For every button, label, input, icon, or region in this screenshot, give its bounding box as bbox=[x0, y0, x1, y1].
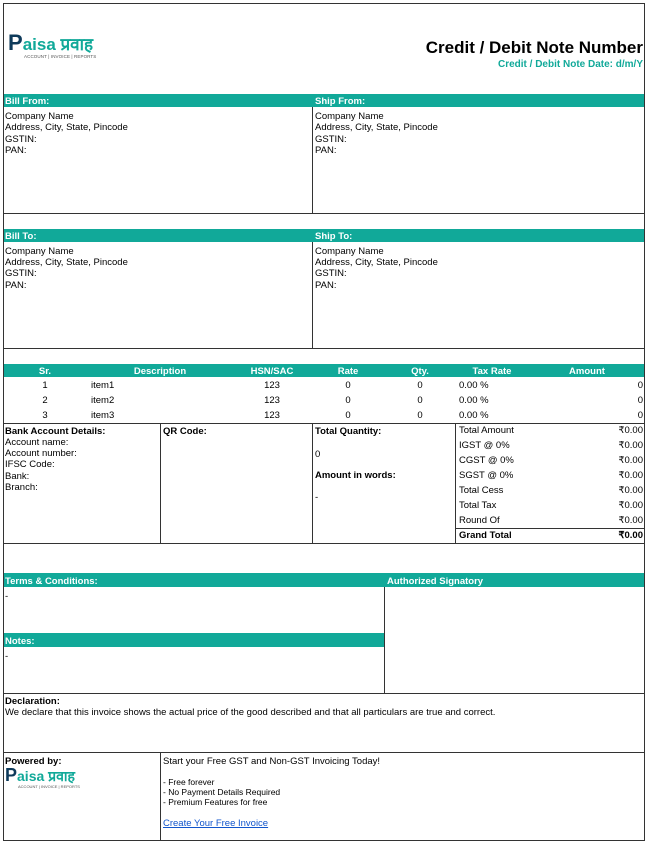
cell-sr: 3 bbox=[42, 410, 48, 421]
logo-text: aisa प्रवाह bbox=[22, 35, 94, 54]
divider bbox=[3, 693, 645, 694]
col-header-tax-rate: Tax Rate bbox=[472, 366, 512, 377]
cell-description: item3 bbox=[91, 410, 115, 421]
divider bbox=[3, 752, 645, 753]
cell-hsn: 123 bbox=[264, 410, 280, 421]
total-value: ₹0.00 bbox=[618, 500, 643, 511]
bill-from-heading: Bill From: bbox=[5, 96, 50, 107]
bank-heading: Bank Account Details: bbox=[5, 426, 106, 437]
total-label: CGST @ 0% bbox=[459, 455, 514, 466]
ship-from-line: PAN: bbox=[315, 145, 337, 156]
total-value: ₹0.00 bbox=[618, 485, 643, 496]
ship-to-heading: Ship To: bbox=[315, 231, 353, 242]
terms-header-bar bbox=[4, 573, 644, 587]
ship-to-line: PAN: bbox=[315, 280, 337, 291]
bank-line: IFSC Code: bbox=[5, 459, 55, 470]
col-header-qty: Qty. bbox=[411, 366, 429, 377]
total-label: Total Tax bbox=[459, 500, 497, 511]
logo-tagline: ACCOUNT | INVOICE | REPORTS bbox=[24, 54, 97, 59]
cta-text: Start your Free GST and Non-GST Invoicing Today! bbox=[163, 756, 381, 767]
ship-to-line: Company Name bbox=[315, 246, 384, 257]
page-title: Credit / Debit Note Number bbox=[425, 38, 643, 57]
logo-letter: P bbox=[5, 765, 18, 785]
logo-top bbox=[8, 30, 96, 59]
grand-total-label: Grand Total bbox=[459, 530, 512, 541]
declaration-heading: Declaration: bbox=[5, 696, 60, 707]
total-value: ₹0.00 bbox=[618, 515, 643, 526]
total-value: ₹0.00 bbox=[618, 440, 643, 451]
feature-item: - Premium Features for free bbox=[163, 797, 268, 807]
bill-to-line: Company Name bbox=[5, 246, 74, 257]
bank-line: Branch: bbox=[5, 482, 38, 493]
create-invoice-link[interactable]: Create Your Free Invoice bbox=[163, 818, 269, 829]
cell-tax-rate: 0.00 % bbox=[459, 395, 489, 406]
declaration-text: We declare that this invoice shows the actual price of the good described and that all particulars are true and correct. bbox=[5, 707, 496, 718]
cell-amount: 0 bbox=[637, 410, 643, 421]
divider bbox=[455, 423, 456, 543]
amount-words-value: - bbox=[315, 492, 319, 503]
bill-to-line: Address, City, State, Pincode bbox=[5, 257, 128, 268]
cell-amount: 0 bbox=[637, 380, 643, 391]
grand-total-value: ₹0.00 bbox=[618, 530, 643, 541]
bank-line: Account name: bbox=[5, 437, 69, 448]
divider bbox=[312, 107, 313, 213]
bill-from-line: Company Name bbox=[5, 111, 74, 122]
total-value: ₹0.00 bbox=[618, 425, 643, 436]
ship-from-line: Address, City, State, Pincode bbox=[315, 122, 438, 133]
total-label: Total Cess bbox=[459, 485, 504, 496]
col-header-rate: Rate bbox=[337, 366, 359, 377]
divider bbox=[312, 242, 313, 348]
cell-qty: 0 bbox=[417, 410, 423, 421]
col-header-sr: Sr. bbox=[38, 366, 52, 377]
notes-heading: Notes: bbox=[5, 636, 35, 647]
col-header-hsn: HSN/SAC bbox=[250, 366, 294, 377]
divider bbox=[160, 752, 161, 841]
cell-amount: 0 bbox=[637, 395, 643, 406]
total-quantity-heading: Total Quantity: bbox=[315, 426, 382, 437]
bill-to-line: PAN: bbox=[5, 280, 27, 291]
items-header-bar bbox=[4, 364, 644, 377]
total-value: ₹0.00 bbox=[618, 455, 643, 466]
bill-to-heading: Bill To: bbox=[5, 231, 37, 242]
powered-by-label: Powered by: bbox=[5, 756, 62, 767]
logo-text: aisa प्रवाह bbox=[17, 768, 75, 784]
total-label: Total Amount bbox=[459, 425, 514, 436]
divider bbox=[312, 423, 313, 543]
signatory-heading: Authorized Signatory bbox=[387, 576, 484, 587]
total-label: SGST @ 0% bbox=[459, 470, 514, 481]
ship-from-line: Company Name bbox=[315, 111, 384, 122]
amount-words-heading: Amount in words: bbox=[315, 470, 396, 481]
col-header-amount: Amount bbox=[569, 366, 605, 377]
col-header-description: Description bbox=[133, 366, 187, 377]
cell-rate: 0 bbox=[345, 410, 351, 421]
logo-footer bbox=[5, 765, 80, 789]
note-date: Credit / Debit Note Date: d/m/Y bbox=[497, 59, 643, 70]
terms-value: - bbox=[5, 591, 9, 602]
cell-description: item1 bbox=[91, 380, 115, 391]
feature-item: - Free forever bbox=[163, 777, 215, 787]
bill-from-line: GSTIN: bbox=[5, 134, 37, 145]
total-value: ₹0.00 bbox=[618, 470, 643, 481]
cell-qty: 0 bbox=[417, 395, 423, 406]
ship-from-line: GSTIN: bbox=[315, 134, 347, 145]
divider bbox=[3, 213, 645, 214]
cell-sr: 2 bbox=[42, 395, 48, 406]
bill-from-line: Address, City, State, Pincode bbox=[5, 122, 128, 133]
qr-heading: QR Code: bbox=[163, 426, 207, 437]
notes-header-bar bbox=[4, 633, 384, 647]
divider bbox=[384, 587, 385, 693]
logo-tagline: ACCOUNT | INVOICE | REPORTS bbox=[18, 784, 80, 789]
cell-description: item2 bbox=[91, 395, 115, 406]
bill-to-line: GSTIN: bbox=[5, 268, 37, 279]
cell-tax-rate: 0.00 % bbox=[459, 380, 489, 391]
cell-qty: 0 bbox=[417, 380, 423, 391]
cell-sr: 1 bbox=[42, 380, 48, 391]
cell-rate: 0 bbox=[345, 380, 351, 391]
bank-line: Account number: bbox=[5, 448, 77, 459]
notes-value: - bbox=[5, 651, 9, 662]
feature-item: - No Payment Details Required bbox=[163, 787, 281, 797]
cell-hsn: 123 bbox=[264, 395, 280, 406]
total-label: IGST @ 0% bbox=[459, 440, 510, 451]
divider bbox=[3, 543, 645, 544]
ship-to-line: Address, City, State, Pincode bbox=[315, 257, 438, 268]
divider bbox=[160, 423, 161, 543]
bill-from-line: PAN: bbox=[5, 145, 27, 156]
divider bbox=[3, 348, 645, 349]
cell-tax-rate: 0.00 % bbox=[459, 410, 489, 421]
divider bbox=[455, 528, 645, 529]
logo-letter: P bbox=[8, 30, 23, 55]
total-quantity-value: 0 bbox=[315, 449, 321, 460]
cell-hsn: 123 bbox=[264, 380, 280, 391]
ship-from-heading: Ship From: bbox=[315, 96, 366, 107]
ship-to-line: GSTIN: bbox=[315, 268, 347, 279]
divider bbox=[3, 423, 645, 424]
total-label: Round Of bbox=[459, 515, 500, 526]
cell-rate: 0 bbox=[345, 395, 351, 406]
bank-line: Bank: bbox=[5, 471, 30, 482]
terms-heading: Terms & Conditions: bbox=[5, 576, 98, 587]
